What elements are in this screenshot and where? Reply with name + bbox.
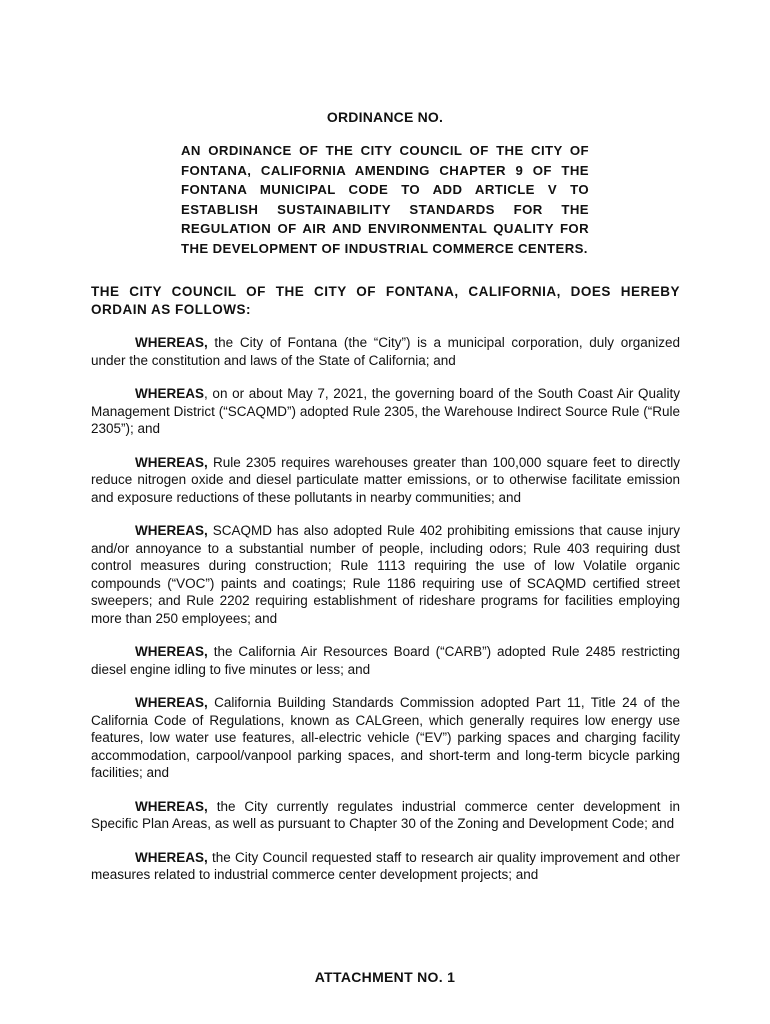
- clause-keyword: WHEREAS,: [135, 849, 208, 865]
- whereas-clause: [91, 849, 680, 884]
- whereas-clause: [91, 334, 680, 369]
- clause-keyword: WHEREAS,: [135, 695, 208, 710]
- clause-text: Rule 2305 requires warehouses greater than 100,000 square feet to directly reduce nitrogen oxide and diesel particulate matter emissions, or to otherwise facilitate emission and exposure reductions of these pollutants in nearby communities; and: [91, 454, 680, 505]
- clause-keyword: WHEREAS,: [135, 335, 208, 350]
- clause-text: , on or about May 7, 2021, the governing board of the South Coast Air Quality Management District (“SCAQMD”) adopted Rule 2305, the Warehouse Indirect Source Rule (“Rule 2305”); and: [91, 386, 680, 436]
- clause-keyword: WHEREAS,: [135, 644, 208, 659]
- whereas-clauses: [91, 334, 680, 900]
- attachment-label: ATTACHMENT NO. 1: [314, 969, 456, 985]
- clause-text: the California Air Resources Board (“CARB”) adopted Rule 2485 restricting diesel engine idling to five minutes or less; and: [91, 644, 680, 677]
- ordain-statement: THE CITY COUNCIL OF THE CITY OF FONTANA, CALIFORNIA, DOES HEREBY ORDAIN AS FOLLOWS:: [91, 284, 680, 317]
- clause-keyword: WHEREAS,: [135, 798, 208, 814]
- whereas-clause: [91, 385, 680, 438]
- clause-keyword: WHEREAS,: [135, 523, 208, 538]
- clause-text: the City Council requested staff to research air quality improvement and other measures related to industrial commerce center development projects; and: [91, 849, 680, 882]
- ordinance-number-heading: ORDINANCE NO.: [326, 109, 444, 125]
- clause-keyword: WHEREAS,: [135, 454, 208, 470]
- whereas-clause: [91, 522, 680, 627]
- clause-text: SCAQMD has also adopted Rule 402 prohibiting emissions that cause injury and/or annoyance to a substantial number of people, including odors; Rule 403 requiring dust control measures during construction; Rule 1113 requiring the use of low Volatile organic compounds (“VOC”) paints and coatings; Rule 1186 requiring use of SCAQMD certified street sweepers; and Rule 2202 requiring establishment of rideshare programs for facilities employing more than 250 employees; and: [91, 523, 680, 626]
- clause-text: the City currently regulates industrial commerce center development in Specific Plan Areas, as well as pursuant to Chapter 30 of the Zoning and Development Code; and: [91, 798, 680, 831]
- whereas-clause: [91, 454, 680, 507]
- clause-keyword: WHEREAS: [135, 386, 205, 401]
- whereas-clause: [91, 643, 680, 678]
- whereas-clause: [91, 798, 680, 833]
- whereas-clause: [91, 694, 680, 782]
- clause-text: California Building Standards Commission adopted Part 11, Title 24 of the California Code of Regulations, known as CALGreen, which generally requires low energy use features, low water use features, all-electric vehicle (“EV”) parking spaces and charging facility accommodation, carpool/vanpool parking spaces, and short-term and long-term bicycle parking facilities; and: [91, 695, 680, 780]
- ordinance-title: AN ORDINANCE OF THE CITY COUNCIL OF THE CITY OF FONTANA, CALIFORNIA AMENDING CHAPTER 9 OF THE FONTANA MUNICIPAL CODE TO ADD ARTICLE V TO ESTABLISH SUSTAINABILITY STANDARDS FOR THE REGULATION OF AIR AND ENVIRONMENTAL QUALITY FOR THE DEVELOPMENT OF INDUSTRIAL COMMERCE CENTERS.: [181, 143, 589, 256]
- clause-text: the City of Fontana (the “City”) is a municipal corporation, duly organized under the constitution and laws of the State of California; and: [91, 335, 680, 368]
